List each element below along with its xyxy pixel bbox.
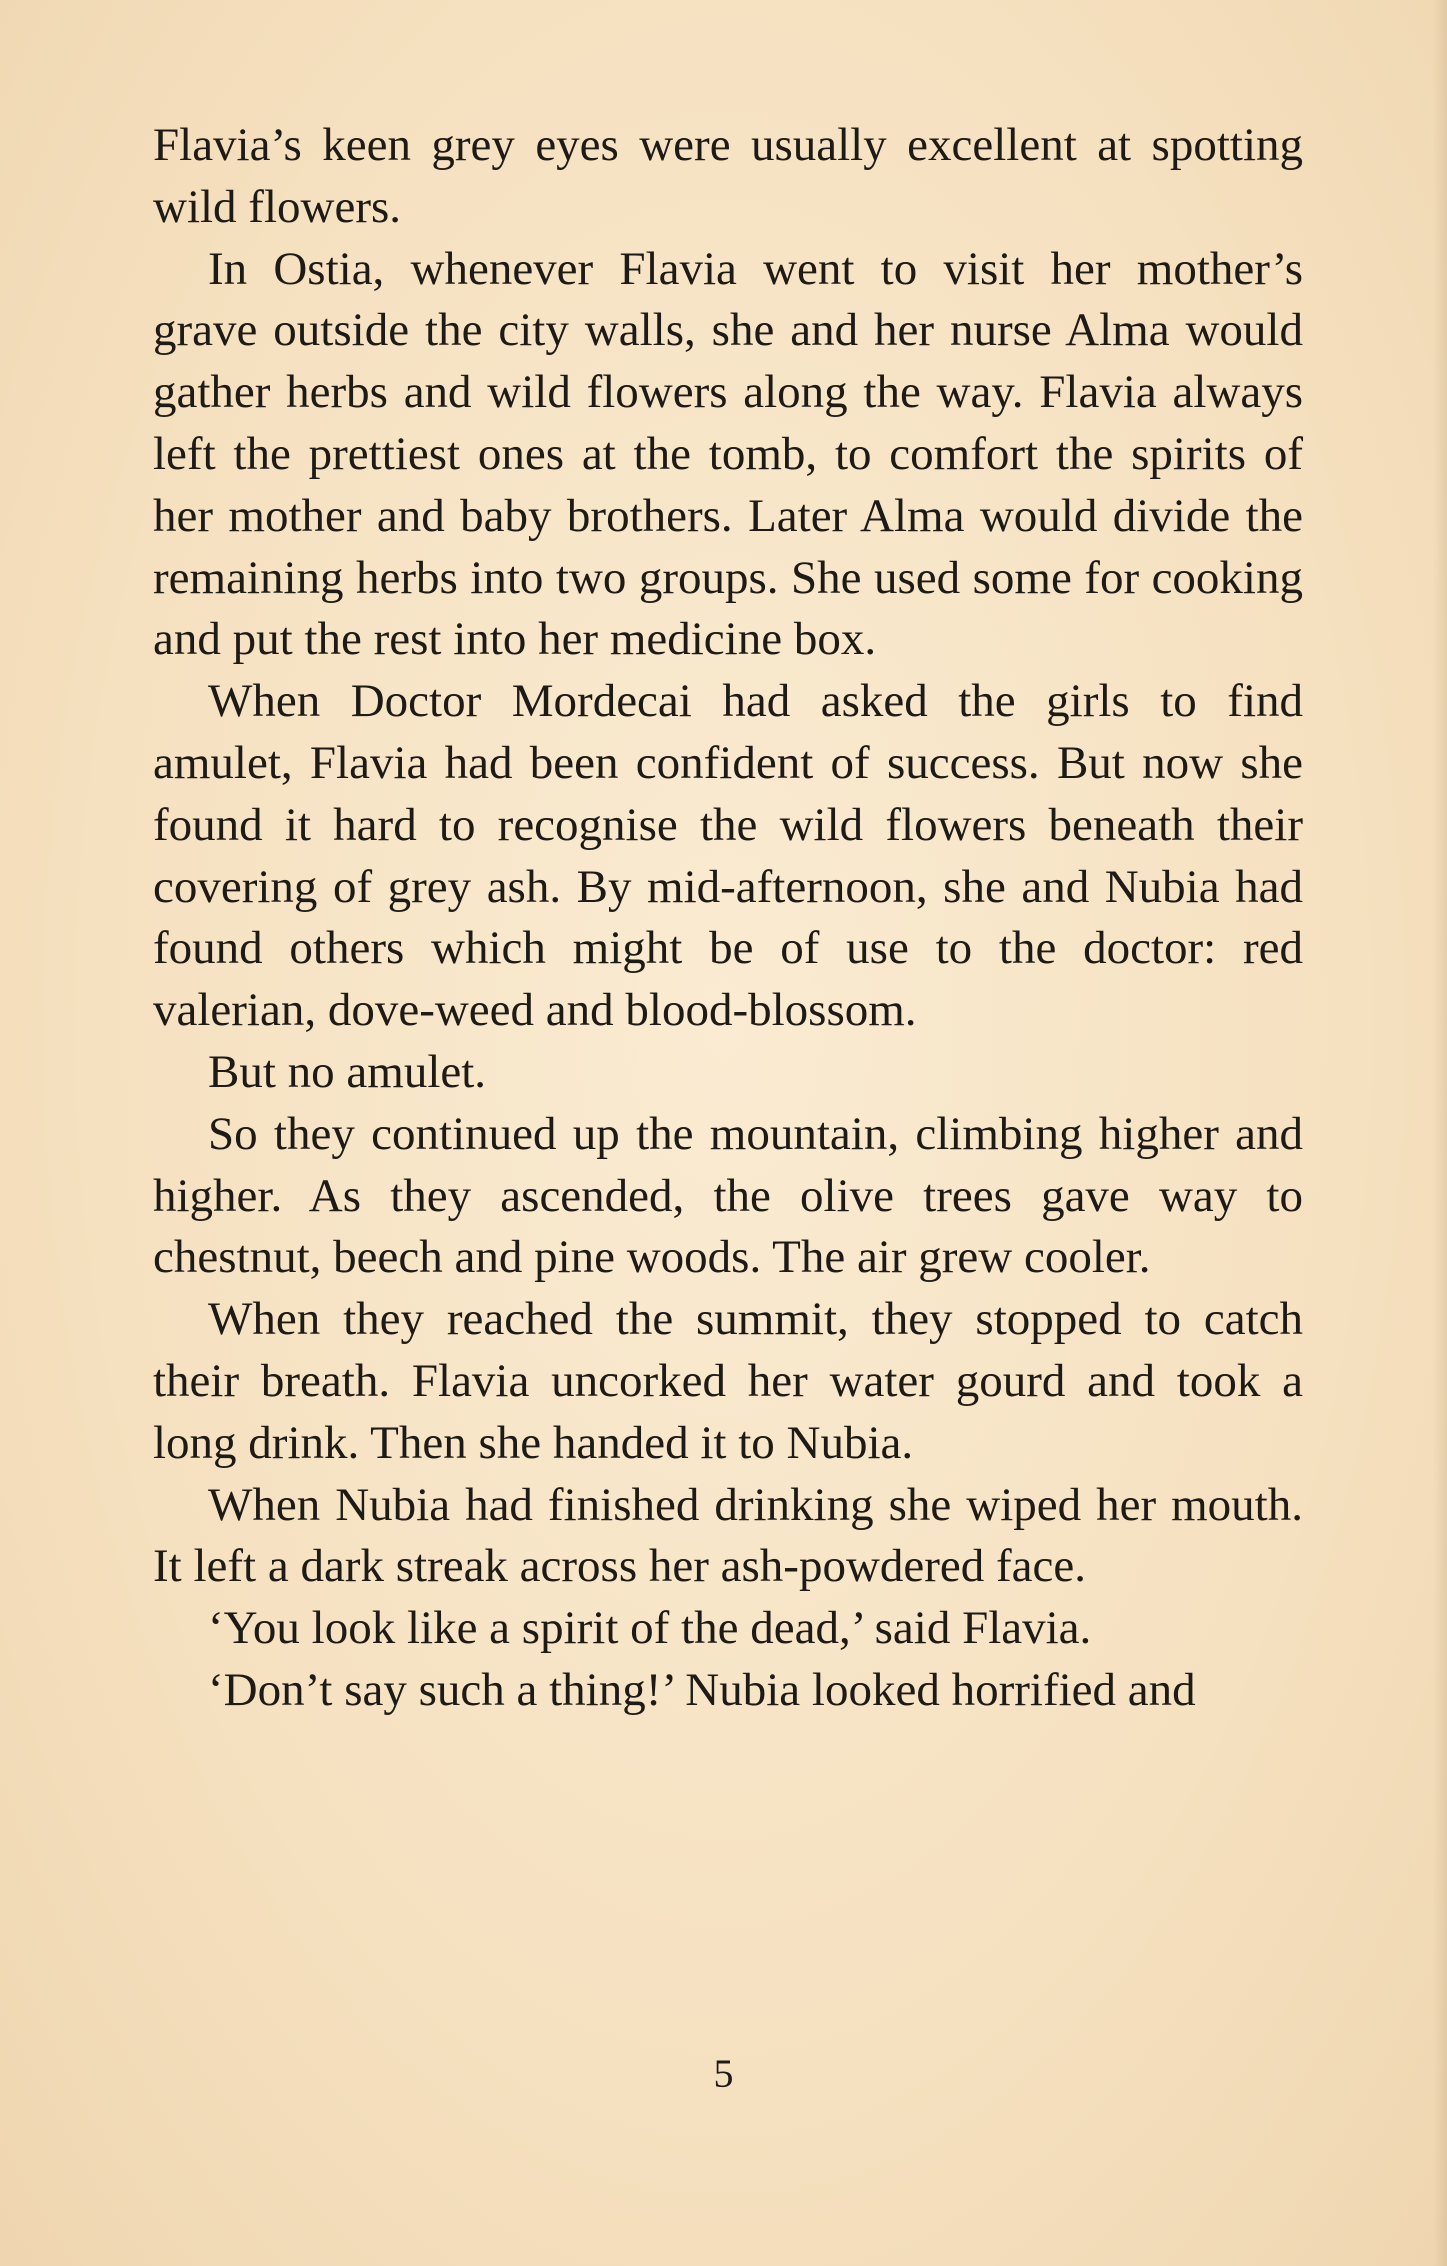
paragraph-5: So they continued up the mountain, climbing higher and higher. As they ascended, the olive trees gave way to chestnut, beech and pine woods. The air grew cooler. — [153, 1107, 1303, 1284]
page-number: 5 — [713, 2051, 734, 2096]
paragraph-6: When they reached the summit, they stopped to catch their breath. Flavia uncorked her water gourd and took a long drink. Then she handed it to Nubia. — [153, 1293, 1303, 1469]
paragraph-4: But no amulet. — [208, 1045, 487, 1098]
body-text — [153, 115, 1303, 1722]
paragraph-7: When Nubia had finished drinking she wiped her mouth. It left a dark streak across her ash-powdered face. — [153, 1478, 1303, 1593]
paragraph-9: ‘Don’t say such a thing!’ Nubia looked horrified and — [208, 1663, 1196, 1716]
paragraph-1: Flavia’s keen grey eyes were usually excellent at spotting wild flowers. — [153, 119, 1303, 233]
paragraph-2: In Ostia, whenever Flavia went to visit her mother’s grave outside the city walls, she and her nurse Alma would gather herbs and wild flowers along the way. Flavia always left the prettiest ones at the tomb, to comfort the spirits of her mother and baby brothers. Later Alma would divide the remaining herbs into two groups. She used some for cooking and put the rest into her medicine box. — [153, 242, 1303, 666]
paragraph-8: ‘You look like a spirit of the dead,’ said Flavia. — [208, 1602, 1092, 1655]
paragraph-3: When Doctor Mordecai had asked the girls to find amulet, Flavia had been confident of success. But now she found it hard to recognise the wild flowers beneath their covering of grey ash. By mid-afternoon, she and Nubia had found others which might be of use to the doctor: red valerian, dove-weed and blood-blossom. — [153, 675, 1303, 1037]
page-edge-shadow — [1433, 0, 1447, 2266]
